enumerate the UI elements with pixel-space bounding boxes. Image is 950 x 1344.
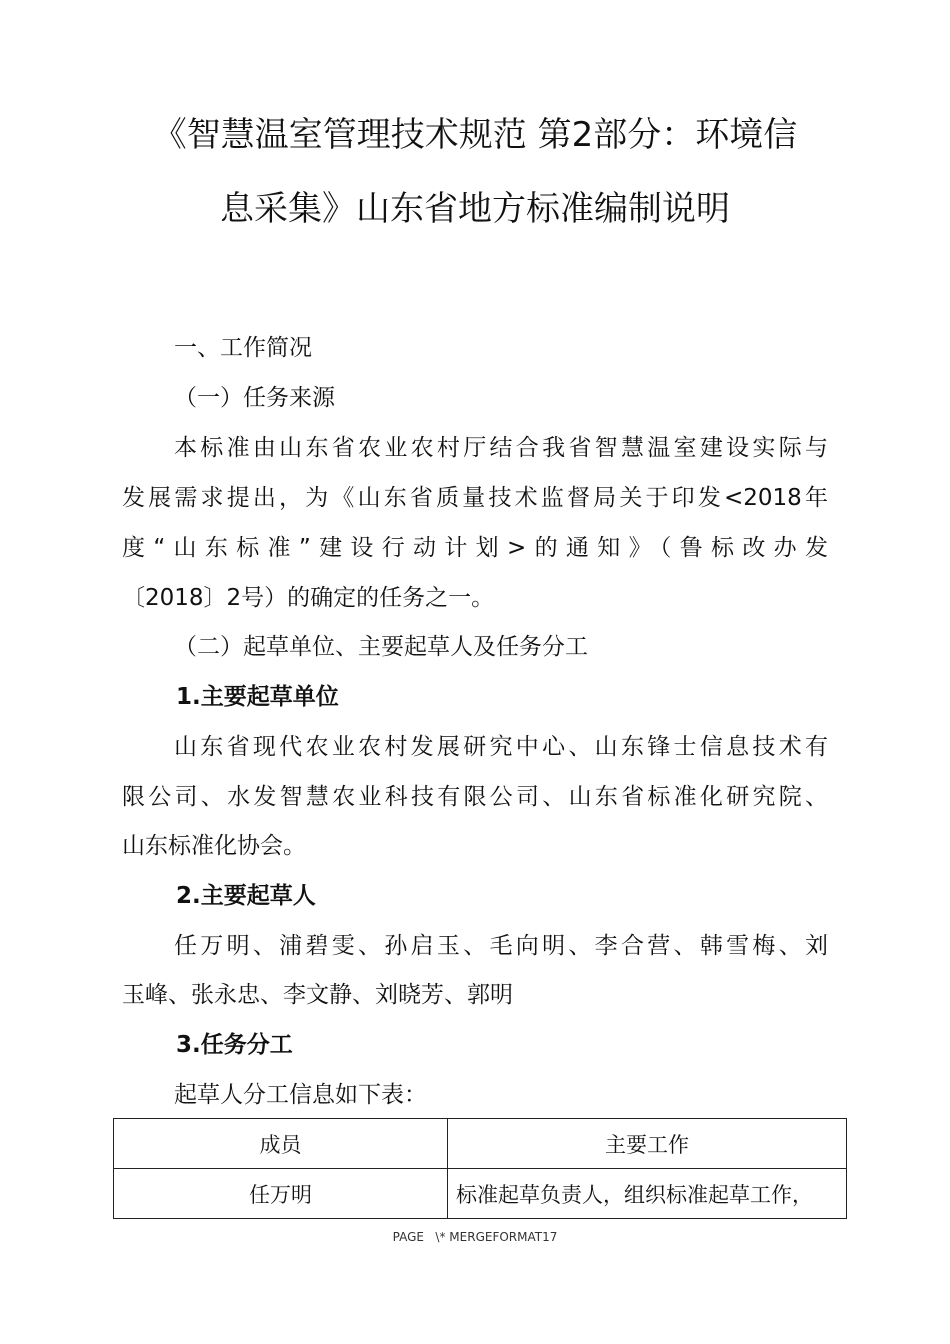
column-header-member: 成员 [114, 1119, 448, 1169]
heading-main-drafters: 2.主要起草人 [176, 883, 316, 909]
paragraph-line: 〔2018〕2号）的确定的任务之一。 [122, 585, 495, 611]
subsection-heading-drafting-units: （二）起草单位、主要起草人及任务分工 [174, 634, 588, 660]
subsection-heading-task-source: （一）任务来源 [174, 385, 335, 411]
table-cell-member: 任万明 [114, 1169, 448, 1219]
paragraph-line: 发展需求提出，为《山东省质量技术监督局关于印发<2018年 [122, 485, 828, 511]
doc-title-line-2: 息采集》山东省地方标准编制说明 [220, 189, 730, 229]
paragraph-line: 本标准由山东省农业农村厅结合我省智慧温室建设实际与 [174, 435, 828, 461]
paragraph-line: 限公司、水发智慧农业科技有限公司、山东省标准化研究院、 [122, 784, 828, 810]
paragraph-line: 度“山东标准”建设行动计划>的通知》（鲁标改办发 [122, 535, 828, 561]
paragraph-line: 玉峰、张永忠、李文静、刘晓芳、郭明 [122, 982, 513, 1008]
doc-title-line-1: 《智慧温室管理技术规范 第2部分：环境信 [152, 115, 798, 155]
heading-main-drafting-units: 1.主要起草单位 [176, 684, 339, 710]
paragraph-line: 山东标准化协会。 [122, 833, 306, 859]
section-heading-work-overview: 一、工作简况 [174, 335, 312, 361]
table-header-row [114, 1119, 847, 1169]
paragraph-line: 任万明、浦碧雯、孙启玉、毛向明、李合营、韩雪梅、刘 [174, 933, 828, 959]
column-header-main-work: 主要工作 [448, 1119, 847, 1169]
page-footer-field: PAGE \* MERGEFORMAT17 [392, 1230, 558, 1244]
paragraph-line: 山东省现代农业农村发展研究中心、山东锋士信息技术有 [174, 734, 828, 760]
heading-task-division: 3.任务分工 [176, 1032, 293, 1058]
table-intro: 起草人分工信息如下表： [174, 1082, 427, 1108]
table-row [114, 1169, 847, 1219]
table-cell-main-work: 标准起草负责人，组织标准起草工作， [448, 1169, 847, 1219]
task-division-table [113, 1118, 847, 1219]
